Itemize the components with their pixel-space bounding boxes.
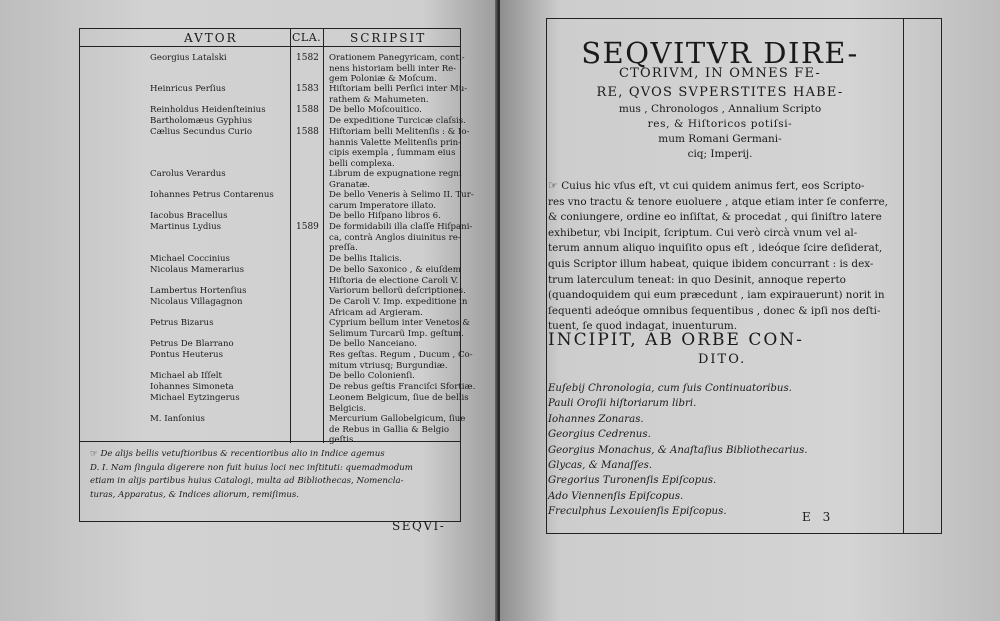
work-cell — [329, 116, 465, 127]
work-line: De expeditione Turcicæ claſsis. — [329, 116, 466, 126]
work-line: Variorum bellorũ deſcriptiones. — [329, 286, 466, 296]
work-cell — [329, 105, 465, 116]
author-cell: Iohannes Simoneta — [150, 382, 234, 392]
author-cell: Michael ab Iſſelt — [150, 371, 222, 381]
work-line: carum Imperatore illato. — [329, 200, 436, 211]
pointing-hand-icon: ☞ — [548, 179, 558, 192]
list-item: Georgius Monachus, & Anaſtaſius Bibliothecarius. — [548, 444, 808, 456]
work-cell — [329, 414, 465, 446]
work-cell — [329, 318, 470, 339]
list-item: Pauli Oroſii hiſtoriarum libri. — [548, 398, 697, 410]
work-line: De bello Saxonico , & eiuſdem — [329, 265, 461, 275]
incipit-line: INCIPIT, AB ORBE CON- — [548, 330, 804, 350]
footnote-line: etiam in alijs partibus huius Catalogi, multa ad Bibliothecas, Nomencla- — [90, 476, 404, 487]
work-line: Leonem Belgicum, ſiue de bellis — [329, 393, 469, 403]
work-line: Res geſtas. Regum , Ducum , Co- — [329, 350, 473, 360]
author-cell: Petrus Bizarus — [150, 318, 214, 328]
work-cell — [329, 190, 474, 211]
year-cell: 1582 — [296, 53, 319, 63]
work-cell — [329, 169, 465, 190]
author-cell: Iacobus Bracellus — [150, 211, 228, 221]
work-line: Hiſtoriam belli Melitenſis : & Io- — [329, 127, 470, 137]
list-item: Glycas, & Manaſſes. — [548, 460, 653, 472]
work-cell — [329, 350, 473, 371]
work-cell — [329, 371, 465, 382]
work-line: De bello Nanceiano. — [329, 339, 417, 349]
header-divider — [80, 46, 460, 47]
work-line: Hiſtoria de electione Caroli V. — [329, 275, 459, 286]
column-divider — [323, 29, 324, 443]
signature-mark: E 3 — [802, 510, 835, 524]
work-cell — [329, 339, 465, 350]
paragraph-line: ſequenti adeóque omnibus ſequentibus , donec & ipſi nos deſti- — [548, 304, 881, 317]
header-autor: AVTOR — [184, 31, 238, 45]
list-item: Ado Viennenſis Epiſcopus. — [548, 490, 684, 502]
author-cell: Nicolaus Villagagnon — [150, 297, 243, 307]
footnote-text — [90, 448, 456, 502]
author-cell: Bartholomæus Gyphius — [150, 116, 252, 126]
year-cell: 1589 — [296, 222, 319, 232]
paragraph-line: & coniungere, ordine eo inſiſtat, & procedat , qui ſiniſtro latere — [548, 211, 882, 224]
header-cla: CLA. — [292, 31, 322, 44]
work-line: geſtis. — [329, 435, 357, 446]
work-line: Africam ad Argieram. — [329, 307, 424, 318]
work-line: De bellis Italicis. — [329, 254, 402, 264]
footnote-line: D. I. Nam ſingula digerere non fuit huius loci nec inſtituti: quemadmodum — [90, 462, 413, 473]
list-item: Gregorius Turonenſis Epiſcopus. — [548, 475, 717, 487]
title-line-5: res, & Hiſtoricos potiſsi- — [647, 118, 793, 130]
list-item: Georgius Cedrenus. — [548, 429, 651, 441]
work-line: Hiſtoriam belli Perſici inter Mu- — [329, 84, 468, 94]
list-item: Freculphus Lexouienſis Epiſcopus. — [548, 506, 727, 518]
work-line: gem Poloniæ & Moſcum. — [329, 74, 437, 85]
list-item: Euſebij Chronologia, cum ſuis Continuatoribus. — [548, 383, 792, 394]
work-line: Cyprium bellum inter Venetos & — [329, 318, 470, 328]
work-cell — [329, 297, 468, 318]
work-cell — [329, 254, 465, 265]
authors-table — [79, 28, 476, 446]
work-line: Orationem Panegyricam, conti- — [329, 53, 465, 63]
paragraph-line: res vno tractu & tenore euoluere , atque etiam inter ſe conferre, — [548, 195, 888, 208]
left-page — [0, 0, 497, 621]
work-cell — [329, 286, 465, 297]
paragraph-line: tuent, ſe quod indagat, inuenturum. — [548, 320, 738, 333]
footnote-line: De alijs bellis vetuſtioribus & recentioribus alio in Indice agemus — [100, 449, 385, 459]
work-line: De formidabili illa claſſe Hiſpani- — [329, 222, 473, 232]
author-cell: Petrus De Blarrano — [150, 339, 234, 349]
author-cell: Iohannes Petrus Contarenus — [150, 190, 274, 200]
work-line: rathem & Mahumeten. — [329, 94, 429, 105]
work-line: De bello Moſcouitico. — [329, 105, 422, 115]
list-item: Iohannes Zonaras. — [548, 413, 644, 425]
author-cell: Heinricus Perſius — [150, 84, 226, 94]
title-line-2: CTORIVM, IN OMNES FE- — [618, 66, 822, 81]
work-line: De Caroli V. Imp. expeditione in — [329, 297, 468, 307]
work-line: Mercurium Gallobelgicum, ſiue — [329, 414, 466, 424]
author-cell: Michael Coccinius — [150, 254, 230, 264]
catchword: SEQVI- — [392, 519, 446, 533]
author-cell: Pontus Heuterus — [150, 350, 223, 360]
incipit-heading — [548, 330, 903, 370]
title-line-3: RE, QVOS SVPERSTITES HABE- — [596, 85, 844, 100]
author-cell: M. Ianſonius — [150, 414, 205, 424]
work-line: Librum de expugnatione regni — [329, 169, 462, 179]
work-cell — [329, 265, 465, 286]
author-cell: Martinus Lydius — [150, 222, 222, 232]
author-cell: Cælius Secundus Curio — [150, 127, 253, 137]
work-line: De rebus geſtis Franciſci Sfortiæ. — [329, 382, 476, 392]
work-cell — [329, 84, 468, 105]
footnote-box — [79, 442, 461, 522]
work-line: Granatæ. — [329, 179, 371, 190]
work-line: preſſa. — [329, 243, 358, 254]
work-cell — [329, 382, 476, 393]
work-line: mitum vtriusq; Burgundiæ. — [329, 360, 448, 371]
work-cell — [329, 127, 470, 169]
work-line: Selimum Turcarũ Imp. geſtum. — [329, 328, 464, 339]
paragraph-line: ☞ Cuius hic vſus eſt, vt cui quidem animus fert, eos Scripto- — [548, 179, 865, 192]
incipit-line: DITO. — [698, 352, 747, 367]
work-line: ca, contrà Anglos diuinitus re- — [329, 232, 461, 243]
title-line-7: ciq; Imperij. — [687, 148, 753, 160]
author-cell: Nicolaus Mamerarius — [150, 265, 244, 275]
work-cell — [329, 211, 465, 222]
author-cell: Lambertus Hortenſius — [150, 286, 247, 296]
year-cell: 1588 — [296, 105, 319, 115]
work-line: belli complexa. — [329, 158, 395, 169]
paragraph-line: trum laterculum teneat: in quo Desinit, annoque reperto — [548, 273, 846, 286]
work-line: cipis exempla , ſummam eius — [329, 148, 456, 159]
footnote-line: turas, Apparatus, & Indices aliorum, remiſimus. — [90, 489, 300, 500]
work-line: De bello Veneris à Selimo II. Tur- — [329, 190, 474, 200]
author-cell: Reinholdus Heidenſteinius — [150, 105, 266, 115]
paragraph-line: (quandoquidem qui eum præcedunt , iam expirauerunt) norit in — [548, 289, 885, 302]
header-scripsit: SCRIPSIT — [350, 31, 427, 45]
right-page — [500, 0, 1000, 621]
work-cell — [329, 53, 465, 85]
work-line: nens historiam belli inter Re- — [329, 63, 457, 74]
year-cell: 1583 — [296, 84, 319, 94]
paragraph-line: exhibetur, vbi Incipit, ſcriptum. Cui verò circà vnum vel al- — [548, 226, 858, 239]
author-cell: Michael Eytzingerus — [150, 393, 240, 403]
work-line: de Rebus in Gallia & Belgio — [329, 424, 450, 435]
title-line-4: mus , Chronologos , Annalium Scripto — [618, 103, 822, 115]
work-cell — [329, 222, 473, 254]
column-divider — [290, 29, 291, 443]
instructions-paragraph — [548, 178, 903, 335]
author-cell: Georgius Latalski — [150, 53, 227, 63]
chronologers-list — [548, 381, 903, 520]
work-line: hannis Valette Melitenſis prin- — [329, 137, 462, 148]
work-line: De bello Colonienſi. — [329, 371, 415, 381]
work-line: Belgicis. — [329, 403, 367, 414]
author-cell: Carolus Verardus — [150, 169, 226, 179]
work-cell — [329, 393, 469, 414]
title-line-1: SEQVITVR DIRE- — [581, 36, 859, 70]
title-line-6: mum Romani Germani- — [658, 133, 782, 145]
paragraph-line: quis Scriptor illum habeat, quique ibidem concurrant : is dex- — [548, 257, 874, 270]
year-cell: 1588 — [296, 127, 319, 137]
pointing-hand-icon: ☞ — [90, 449, 98, 459]
work-line: De bello Hiſpano libros 6. — [329, 211, 441, 221]
paragraph-line: terum annum aliquo inquiſito opus eſt , ideóque ſcire deſiderat, — [548, 242, 883, 255]
